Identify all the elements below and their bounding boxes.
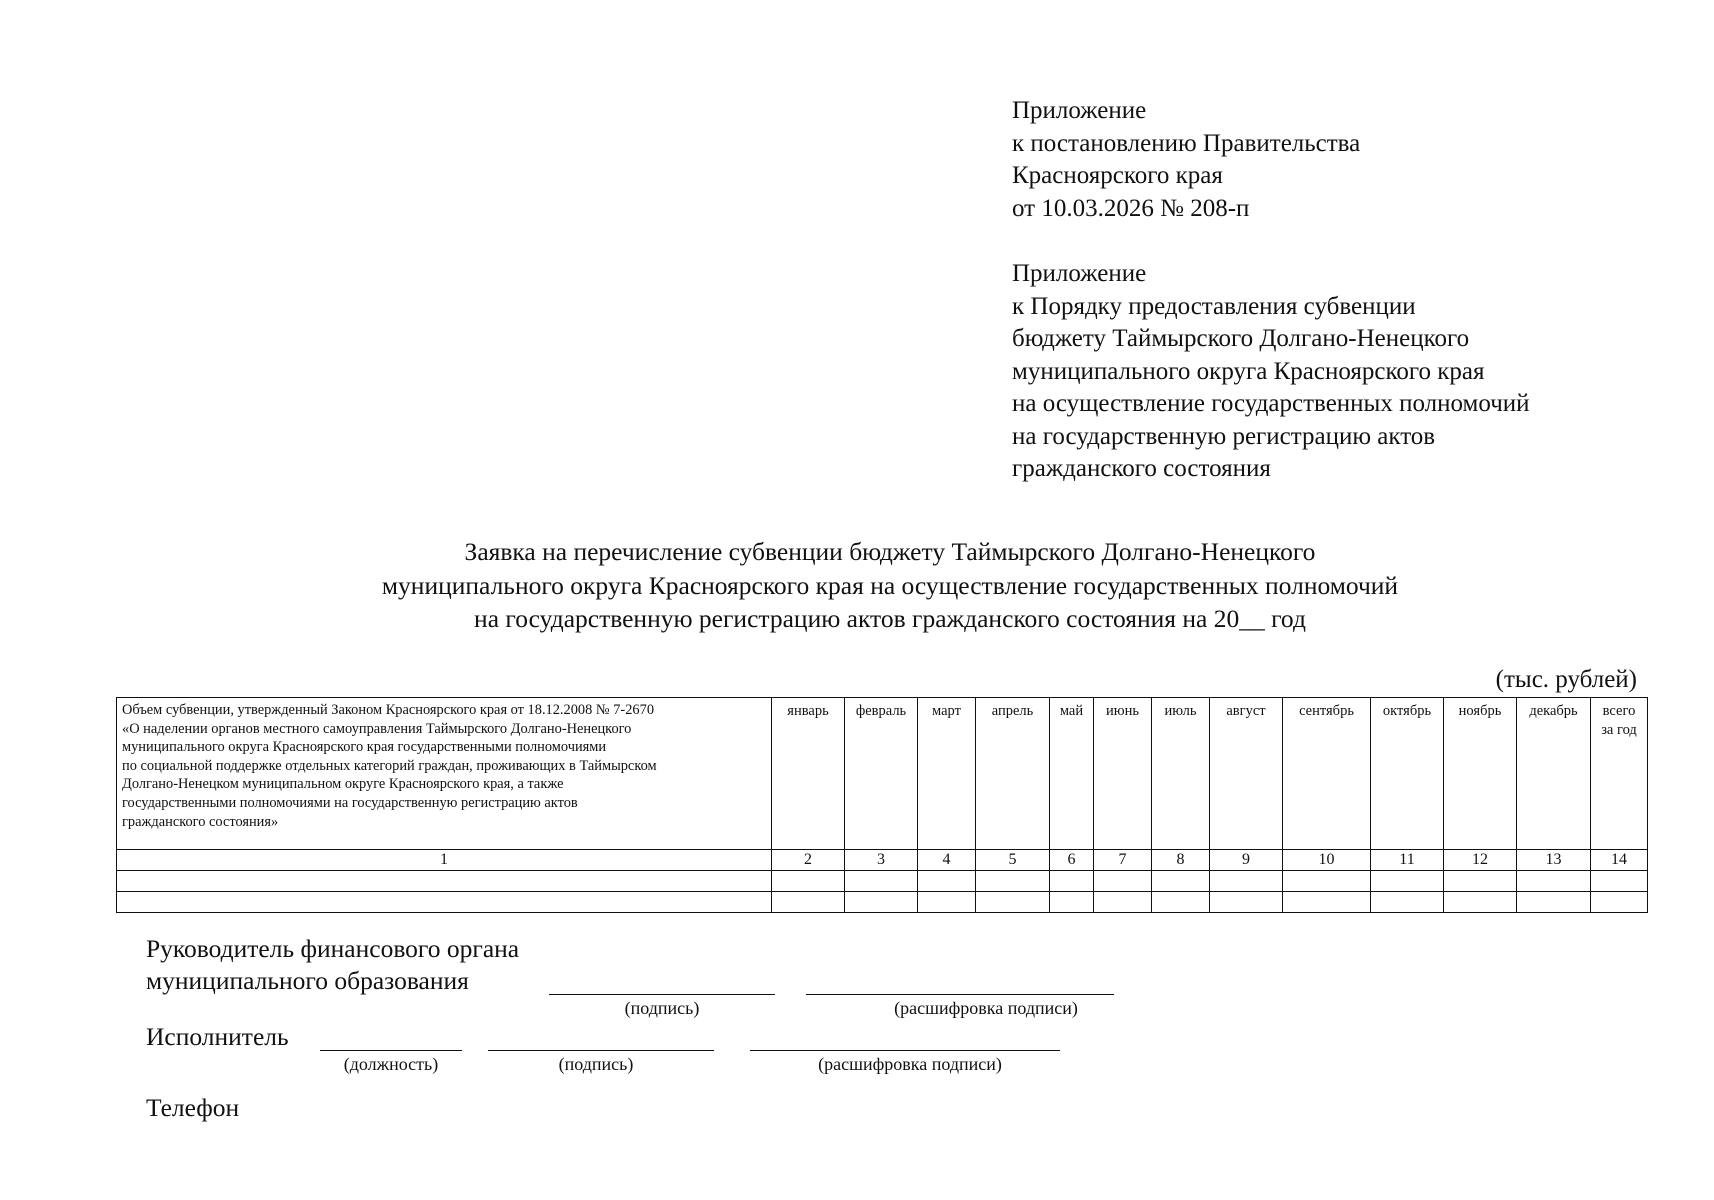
table-cell[interactable] [1050, 871, 1094, 892]
table-cell[interactable] [772, 892, 845, 913]
appendix-2-line: бюджету Таймырского Долгано-Ненецкого [1012, 325, 1470, 352]
title-line: на государственную регистрацию актов гражданского состояния на 20__ год [474, 604, 1306, 633]
header-text-line: гражданского состояния» [122, 813, 279, 830]
table-cell[interactable] [976, 871, 1050, 892]
units-label: (тыс. рублей) [1495, 666, 1637, 693]
table-cell[interactable] [1371, 871, 1444, 892]
table-cell[interactable] [1283, 871, 1371, 892]
column-number: 13 [1517, 850, 1591, 871]
column-number: 3 [845, 850, 918, 871]
table-cell[interactable] [117, 871, 772, 892]
table-cell[interactable] [1444, 892, 1517, 913]
appendix-2-line: Приложение [1012, 260, 1147, 287]
table-cell[interactable] [976, 892, 1050, 913]
appendix-2-line: к Порядку предоставления субвенции [1012, 292, 1416, 320]
table-cell[interactable] [1050, 892, 1094, 913]
table-cell[interactable] [1210, 892, 1283, 913]
table-cell[interactable] [1210, 871, 1283, 892]
month-header-september: сентябрь [1283, 698, 1371, 850]
column-number: 4 [918, 850, 976, 871]
month-header-november: ноябрь [1444, 698, 1517, 850]
head-decoding-caption: (расшифровка подписи) [894, 998, 1078, 1018]
table-row [117, 871, 1648, 892]
table-cell[interactable] [1152, 871, 1210, 892]
column-number: 8 [1152, 850, 1210, 871]
appendix-2-line: муниципального округа Красноярского края [1012, 357, 1485, 385]
table-cell[interactable] [1591, 892, 1648, 913]
month-header-july: июль [1152, 698, 1210, 850]
appendix-1-line: Приложение [1012, 97, 1147, 124]
position-caption: (должность) [343, 1054, 439, 1074]
header-text-line: «О наделении органов местного самоуправления Таймырского Долгано-Ненецкого [122, 720, 632, 737]
table-cell[interactable] [1283, 892, 1371, 913]
subvention-request-table [116, 697, 1648, 913]
column-number: 14 [1591, 850, 1648, 871]
header-text-line: государственными полномочиями на государственную регистрацию актов [122, 794, 578, 811]
month-header-august: август [1210, 698, 1283, 850]
table-cell[interactable] [772, 871, 845, 892]
column-number: 5 [976, 850, 1050, 871]
month-header-december: декабрь [1517, 698, 1591, 850]
executor-position-line[interactable] [320, 1050, 462, 1051]
table-cell[interactable] [918, 892, 976, 913]
total-header-line: всего [1602, 703, 1636, 719]
month-header-june: июнь [1094, 698, 1152, 850]
table-cell[interactable] [1371, 892, 1444, 913]
table-header-row [117, 698, 1648, 850]
head-title-line-2: муниципального образования [146, 966, 469, 995]
column-number: 2 [772, 850, 845, 871]
title-line: Заявка на перечисление субвенции бюджету Таймырского Долгано-Ненецкого [464, 537, 1316, 566]
appendix-1-line: от 10.03.2026 № 208-п [1012, 194, 1250, 222]
executor-decoding-caption: (расшифровка подписи) [818, 1054, 1002, 1074]
head-signature-line[interactable] [549, 994, 775, 995]
month-header-october: октябрь [1371, 698, 1444, 850]
table-cell[interactable] [1094, 892, 1152, 913]
table-cell[interactable] [1517, 892, 1591, 913]
table-cell[interactable] [1591, 871, 1648, 892]
appendix-2-line: на осуществление государственных полномочий [1012, 390, 1530, 417]
total-header-line: за год [1601, 721, 1637, 738]
column-number: 10 [1283, 850, 1371, 871]
head-title-line-1: Руководитель финансового органа [146, 934, 520, 963]
table-cell[interactable] [845, 892, 918, 913]
column-numbers-row [117, 850, 1648, 871]
total-header [1591, 698, 1648, 850]
table-cell[interactable] [1094, 871, 1152, 892]
phone-label: Телефон [146, 1093, 240, 1122]
table-cell[interactable] [845, 871, 918, 892]
appendix-to-resolution [1012, 95, 1360, 225]
column-number: 11 [1371, 850, 1444, 871]
month-header-may: май [1050, 698, 1094, 850]
month-header-march: март [918, 698, 976, 850]
head-decoding-line[interactable] [806, 994, 1114, 995]
appendix-2-line: гражданского состояния [1012, 455, 1271, 482]
column-number: 7 [1094, 850, 1152, 871]
table-cell[interactable] [918, 871, 976, 892]
month-header-january: январь [772, 698, 845, 850]
executor-signature-caption: (подпись) [558, 1054, 634, 1074]
month-header-april: апрель [976, 698, 1050, 850]
column-number: 1 [117, 850, 772, 871]
header-text-line: Долгано-Ненецком муниципальном округе Красноярского края, а также [122, 776, 564, 793]
header-text-line: Объем субвенции, утвержденный Законом Красноярского края от 18.12.2008 № 7-2670 [122, 702, 655, 718]
header-text-line: по социальной поддержке отдельных категорий граждан, проживающих в Таймырском [122, 757, 657, 774]
column-number: 9 [1210, 850, 1283, 871]
table-row [117, 892, 1648, 913]
executor-label: Исполнитель [146, 1022, 289, 1051]
subvention-volume-header [117, 698, 772, 850]
head-signature-caption: (подпись) [624, 998, 700, 1018]
column-number: 12 [1444, 850, 1517, 871]
table-cell[interactable] [117, 892, 772, 913]
document-title [0, 535, 1714, 636]
executor-signature-line[interactable] [488, 1050, 714, 1051]
appendix-to-procedure [1012, 258, 1530, 486]
table-cell[interactable] [1152, 892, 1210, 913]
column-number: 6 [1050, 850, 1094, 871]
executor-decoding-line[interactable] [750, 1050, 1060, 1051]
header-text-line: муниципального округа Красноярского края государственными полномочиями [122, 739, 607, 756]
month-header-february: февраль [845, 698, 918, 850]
appendix-2-line: на государственную регистрацию актов [1012, 422, 1436, 450]
title-line: муниципального округа Красноярского края на осуществление государственных полномочий [381, 570, 1399, 600]
appendix-1-line: Красноярского края [1012, 162, 1223, 189]
appendix-1-line: к постановлению Правительства [1012, 129, 1361, 157]
table-cell[interactable] [1444, 871, 1517, 892]
table-cell[interactable] [1517, 871, 1591, 892]
